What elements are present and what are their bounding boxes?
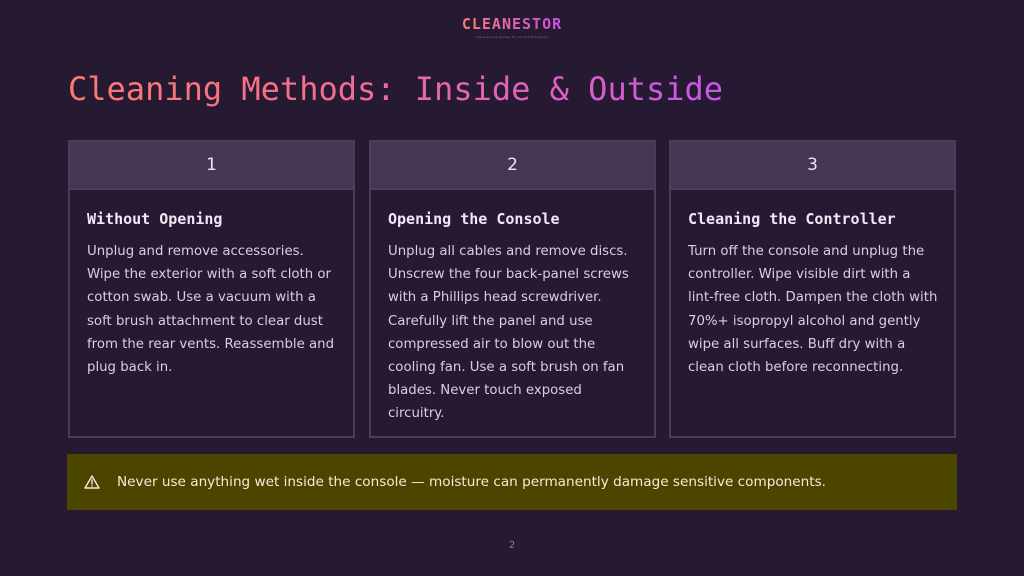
method-card-3: [669, 140, 956, 438]
brand-logo: [0, 14, 1024, 39]
slide-title: Cleaning Methods: Inside & Outside: [68, 70, 724, 108]
card-title: Without Opening: [87, 210, 223, 228]
card-number: 1: [70, 142, 353, 190]
card-body: Unplug all cables and remove discs. Unscrew the four back-panel screws with a Phillips head screwdriver. Carefully lift the panel and use compressed air to blow out the cooling fan. Use a soft brush on fan blades. Never touch exposed circuitry.: [388, 244, 629, 422]
card-title: Opening the Console: [388, 210, 560, 228]
logo-tagline: The Cleaning Guides for All and Everybody: [475, 35, 549, 39]
card-number: 2: [371, 142, 654, 190]
card-number: 3: [671, 142, 954, 190]
method-card-2: [369, 140, 656, 438]
warning-text: Never use anything wet inside the console — moisture can permanently damage sensitive components.: [117, 474, 826, 490]
warning-banner: [67, 454, 957, 510]
page-number: 2: [508, 540, 516, 551]
card-body: Turn off the console and unplug the controller. Wipe visible dirt with a lint-free cloth. Dampen the cloth with 70%+ isopropyl alcohol and gently wipe all surfaces. Buff dry with a clean cloth before reconnecting.: [688, 244, 938, 376]
card-title: Cleaning the Controller: [688, 210, 896, 228]
logo-text: CLEANESTOR: [461, 15, 563, 33]
method-card-1: [68, 140, 355, 438]
warning-triangle-icon: [84, 475, 100, 489]
card-body: Unplug and remove accessories. Wipe the exterior with a soft cloth or cotton swab. Use a vacuum with a soft brush attachment to clear dust from the rear vents. Reassemble and plug back in.: [87, 244, 335, 376]
